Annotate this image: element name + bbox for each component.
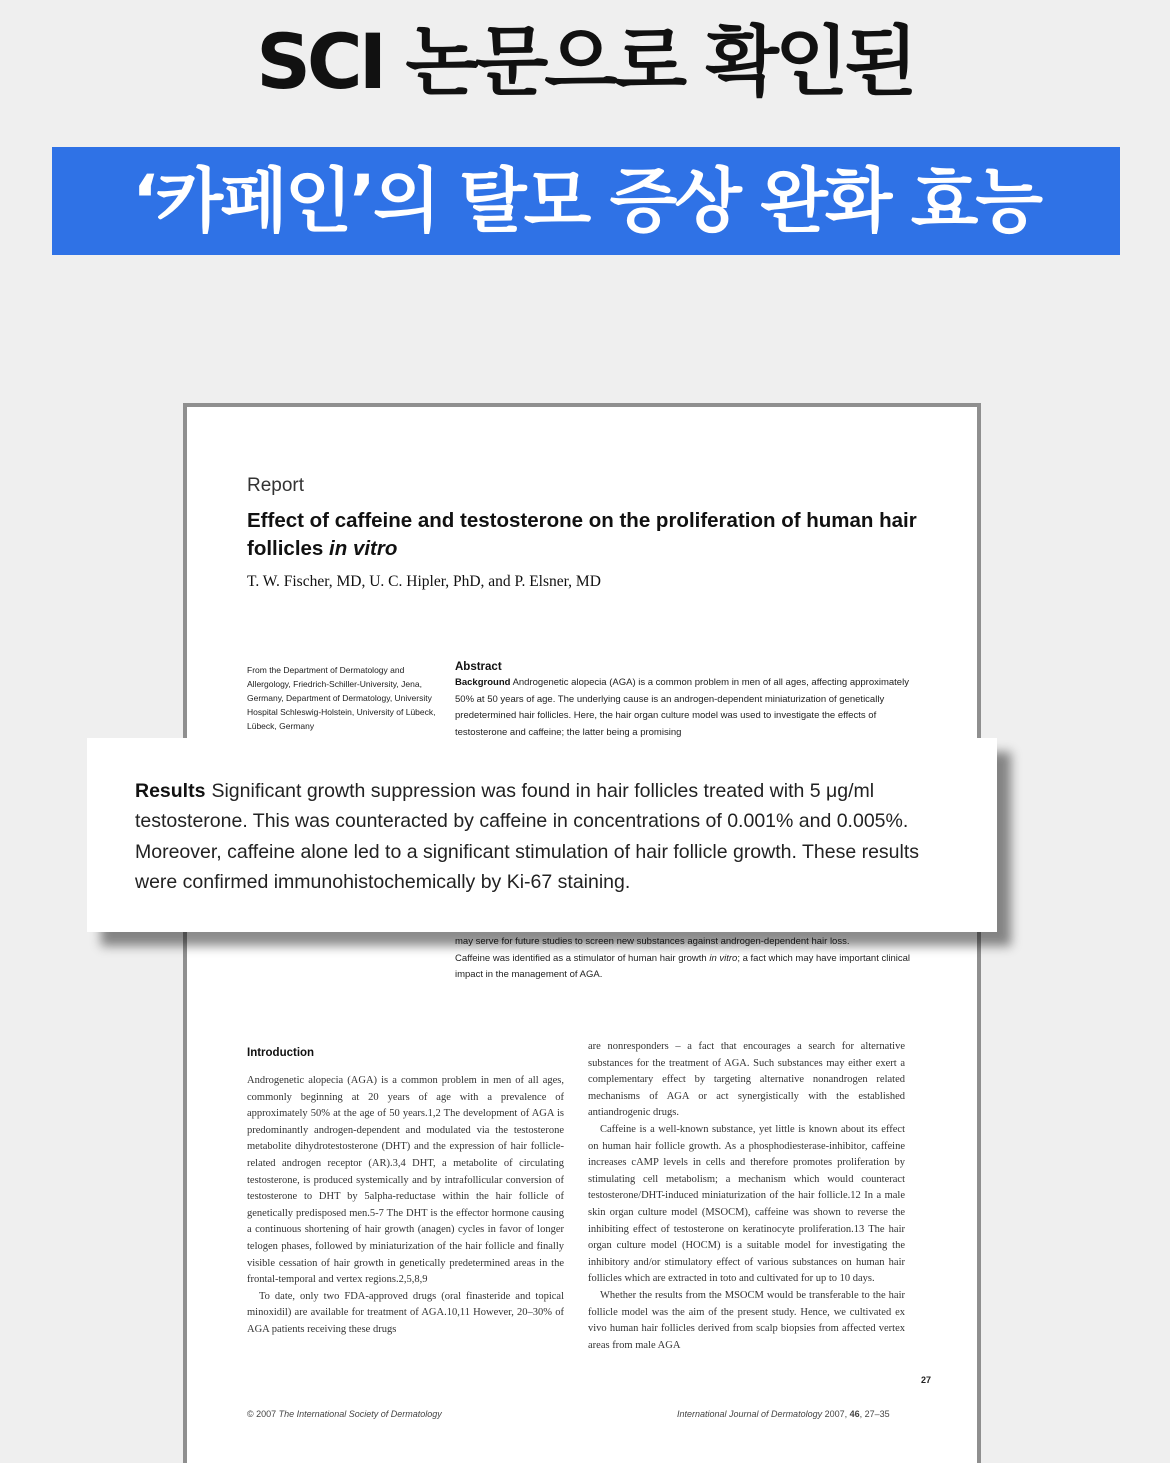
results-label: Results xyxy=(135,780,206,802)
intro-paragraph: To date, only two FDA-approved drugs (oral finasteride and topical minoxidil) are available for treatment of AGA.10,11 However, 20–30% of AGA patients receiving these drugs xyxy=(247,1290,564,1335)
abstract-tail-part: Caffeine was identified as a stimulator of human hair growth xyxy=(455,952,710,964)
abstract-conclusion xyxy=(455,934,915,984)
paper-title-italic: in vitro xyxy=(329,537,398,560)
introduction-right-column xyxy=(588,1039,905,1354)
headline: SCI 논문으로 확인된 xyxy=(256,17,914,106)
intro-paragraph: Androgenetic alopecia (AGA) is a common problem in men of all ages, commonly beginning at 20 years of age with a prevalence of approximately 50% at the age of 50 years.1,2 The development of AGA is predominantly androgen-dependent and modulated via the testosterone metabolite dihydrotestosterone (DHT) and the expression of hair follicle-related androgen receptor (AR).3,4 DHT, a metabolite of circulating testosterone, is produced systemically and by intrafollicular conversion of testosterone to DHT by 5alpha-reductase within the hair follicle of genetically predisposed men.5-7 The DHT is the effector hormone causing a continuous shortening of hair growth (anagen) cycles in favor of longer telogen phases, followed by miniaturization of the hair follicle and finally visible cessation of hair growth in genetically predetermined areas in the frontal-temporal and vertex regions.2,5,8,9 xyxy=(247,1075,564,1286)
footer-copyright xyxy=(247,1409,442,1419)
results-text: Significant growth suppression was found in hair follicles treated with 5 μg/ml testosterone. This was counteracted by caffeine in concentrations of 0.001% and 0.005%. Moreover, caffeine alone led to a significant stimulation of hair follicle growth. These results were confirmed immunohistochemically by Ki-67 staining. xyxy=(135,780,920,894)
footer-volume: 46 xyxy=(849,1409,860,1419)
abstract-heading: Abstract xyxy=(455,661,502,673)
abstract-tail-italic: in vitro xyxy=(709,952,738,964)
footer-pages: , 27–35 xyxy=(859,1409,890,1419)
abstract-tail-part: ; a fact which may have important clinical impact in the management of AGA. xyxy=(455,952,910,981)
background-text: Androgenetic alopecia (AGA) is a common problem in men of all ages, affecting approximately 50% at 50 years of age. The underlying cause is an androgen-dependent miniaturization of genetically predetermined hair follicles. Here, the hair organ culture model was used to investigate the effects of testosterone and caffeine; the latter being a promising xyxy=(455,677,909,738)
abstract-tail-text xyxy=(455,951,915,984)
intro-paragraph: are nonresponders – a fact that encourages a search for alternative substances for the treatment of AGA. Such substances may either exert a complementary effect by targeting alternative nonandrogen related mechanisms of AGA or act synergistically with the established antiandrogenic drugs. xyxy=(588,1041,905,1119)
paper-title xyxy=(247,507,937,563)
introduction-left-column xyxy=(247,1073,564,1339)
background-label: Background xyxy=(455,677,511,689)
paper-title-main: Effect of caffeine and testosterone on the proliferation of human hair follicles xyxy=(247,509,917,560)
footer-year: 2007, xyxy=(822,1409,850,1419)
results-callout xyxy=(87,738,997,932)
introduction-heading: Introduction xyxy=(247,1047,315,1059)
paper-page xyxy=(183,403,981,1463)
paper-authors: T. W. Fischer, MD, U. C. Hipler, PhD, and P. Elsner, MD xyxy=(247,573,601,590)
abstract-tail-line: may serve for future studies to screen new substances against androgen-dependent hair loss. xyxy=(455,936,850,947)
footer-society: The International Society of Dermatology xyxy=(278,1409,442,1419)
page-number: 27 xyxy=(921,1375,932,1385)
intro-paragraph: Caffeine is a well-known substance, yet little is known about its effect on human hair follicle growth. As a phosphodiesterase-inhibitor, caffeine increases cAMP levels in cells and therefore promotes proliferation by stimulating cell metabolism; a mechanism which would counteract testosterone/DHT-induced miniaturization of the hair follicle.12 In a male skin organ culture model (MSOCM), caffeine was shown to reverse the inhibiting effect of testosterone on keratinocyte proliferation.13 The hair organ culture model (HOCM) is a suitable model for investigating the inhibitory and/or stimulatory effect of various substances on human hair follicles which are extracted in toto and cultivated for up to 10 days. xyxy=(588,1123,905,1285)
abstract-block xyxy=(455,659,915,741)
footer-citation xyxy=(677,1409,890,1419)
article-type-label: Report xyxy=(247,475,305,496)
intro-paragraph: Whether the results from the MSOCM would be transferable to the hair follicle model was the aim of the present study. Hence, we cultivated ex vivo human hair follicles derived from scalp biopsies from affected vertex areas from male AGA xyxy=(588,1289,905,1351)
abstract-background xyxy=(455,675,915,741)
highlight-banner: ‘카페인’의 탈모 증상 완화 효능 xyxy=(52,147,1120,255)
author-affiliation: From the Department of Dermatology and Allergology, Friedrich-Schiller-University, Jena, Germany, Department of Dermatology, University Hospital Schleswig-Holstein, University of Lübeck, Lübeck, Germany xyxy=(247,665,436,731)
footer-copyright-prefix: © 2007 xyxy=(247,1409,279,1419)
footer-journal: International Journal of Dermatology xyxy=(677,1409,823,1419)
